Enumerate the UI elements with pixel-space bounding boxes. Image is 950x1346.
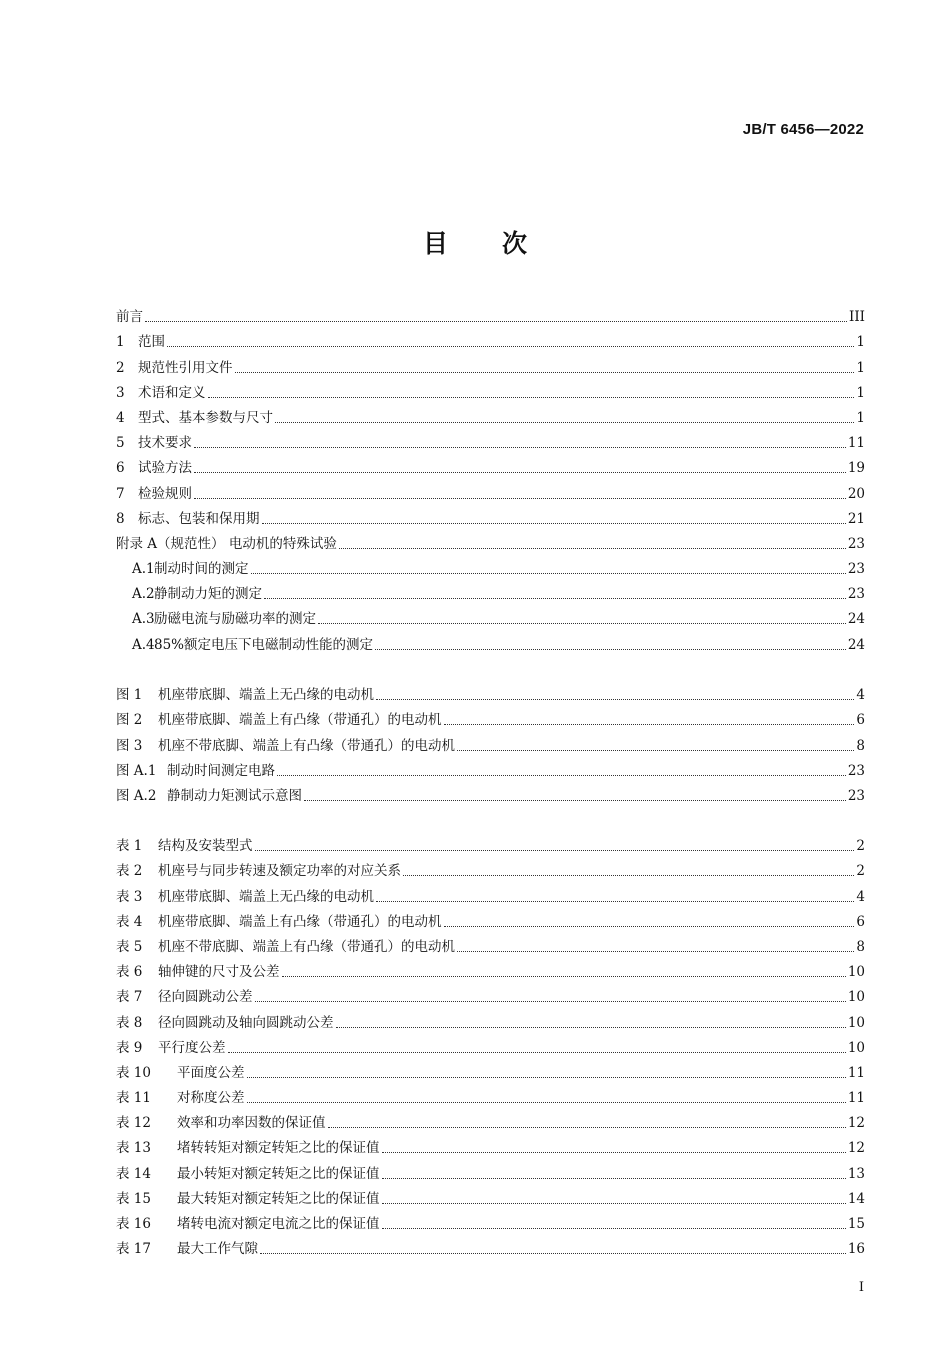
toc-entry-page: 11 [847, 435, 865, 452]
toc-entry-page: 24 [847, 611, 865, 628]
toc-entry-title [116, 536, 337, 553]
toc-entry-page: 4 [856, 687, 865, 704]
toc-entry-page: 1 [856, 384, 865, 401]
toc-entry[interactable] [116, 1208, 865, 1233]
toc-entry-number: 图 A.1 [116, 762, 157, 779]
toc-entry[interactable] [116, 906, 865, 931]
dot-leader [336, 1027, 846, 1028]
toc-entry-title [116, 435, 192, 452]
toc-entry[interactable] [116, 301, 865, 326]
toc-entry-label: 机座带底脚、端盖上有凸缘（带通孔）的电动机 [158, 712, 442, 729]
toc-entry-label: 机座带底脚、端盖上无凸缘的电动机 [158, 687, 374, 704]
toc-entry-label: 励磁电流与励磁功率的测定 [154, 611, 316, 628]
toc-entry-page: 1 [856, 334, 865, 351]
toc-entry-page: 11 [847, 1064, 865, 1081]
toc-entry-number: A.3 [132, 611, 155, 628]
toc-entry[interactable] [116, 855, 865, 880]
toc-entry-title [116, 360, 233, 377]
toc-entry-label: 平面度公差 [177, 1064, 245, 1081]
dot-leader [403, 875, 854, 876]
toc-entry-title [116, 914, 442, 931]
toc-entry-label: 轴伸键的尺寸及公差 [158, 964, 280, 981]
toc-entry-number: 表 6 [116, 964, 143, 981]
toc-entry-number: 7 [116, 485, 125, 502]
toc-entry-number: A.2 [132, 586, 155, 603]
dot-leader [167, 346, 854, 347]
toc-entry[interactable] [116, 553, 865, 578]
toc-entry[interactable] [116, 1107, 865, 1132]
page-number: I [858, 1280, 864, 1295]
dot-leader [376, 699, 854, 700]
toc-entry-page: 6 [856, 712, 865, 729]
toc-entry-title [116, 385, 206, 402]
toc-entry-title [116, 763, 275, 780]
toc-entry-page: 21 [847, 510, 865, 527]
toc-entry[interactable] [116, 427, 865, 452]
toc-entry-title [116, 511, 260, 528]
toc-entry-number: 表 9 [116, 1039, 143, 1056]
toc-entry-number: A.1 [132, 561, 155, 578]
toc-entry[interactable] [116, 477, 865, 502]
dot-leader [255, 850, 855, 851]
toc-entry-number: 表 2 [116, 863, 143, 880]
toc-entry[interactable] [116, 956, 865, 981]
toc-entry-title [116, 1040, 226, 1057]
toc-entry-title [116, 889, 374, 906]
toc-entry-title [132, 611, 316, 628]
toc-entry-number: 表 4 [116, 913, 143, 930]
toc-entry-title [116, 309, 143, 326]
toc-tables-section [116, 830, 865, 1258]
toc-entry[interactable] [116, 578, 865, 603]
toc-entry-label: 机座带底脚、端盖上无凸缘的电动机 [158, 888, 374, 905]
toc-entry-page: 10 [847, 989, 865, 1006]
dot-leader [255, 1001, 846, 1002]
dot-leader [275, 422, 854, 423]
toc-entry-title [116, 712, 442, 729]
dot-leader [145, 321, 847, 322]
toc-entry[interactable] [116, 528, 865, 553]
toc-entry-title [116, 1166, 380, 1183]
toc-entry-page: 1 [856, 409, 865, 426]
toc-entry-number: 表 11 [116, 1090, 151, 1107]
toc-entry-page: 10 [847, 964, 865, 981]
document-code: JB/T 6456—2022 [742, 121, 864, 138]
toc-entry-number: A.4 [132, 636, 155, 653]
dot-leader [382, 1228, 846, 1229]
dot-leader [382, 1178, 846, 1179]
toc-entry-page: 23 [847, 586, 865, 603]
dot-leader [235, 372, 855, 373]
toc-entry[interactable] [116, 931, 865, 956]
toc-entry-title [116, 939, 455, 956]
dot-leader [247, 1077, 846, 1078]
toc-entry-page: 8 [856, 938, 865, 955]
toc-entry-number: 图 A.2 [116, 787, 157, 804]
toc-entry[interactable] [116, 729, 865, 754]
toc-entry-label: 试验方法 [138, 460, 192, 477]
toc-entry-label: 前言 [116, 309, 143, 326]
dot-leader [194, 447, 846, 448]
toc-entry-number: 5 [116, 435, 125, 452]
toc-entry-page: 8 [856, 737, 865, 754]
toc-entry-page: 10 [847, 1014, 865, 1031]
dot-leader [228, 1052, 846, 1053]
toc-entry[interactable] [116, 603, 865, 628]
toc-entry-title [116, 1090, 245, 1107]
dot-leader [382, 1203, 846, 1204]
toc-entry-label: 技术要求 [138, 435, 192, 452]
toc-entry-number: 表 7 [116, 989, 143, 1006]
dot-leader [382, 1152, 846, 1153]
toc-entry-page: III [849, 309, 865, 326]
toc-entry-number: 表 5 [116, 938, 143, 955]
toc-entry-label: 型式、基本参数与尺寸 [138, 409, 273, 426]
toc-entry-number: 4 [116, 409, 125, 426]
toc-entry-label: 制动时间的测定 [154, 561, 249, 578]
toc-entry-label: 平行度公差 [158, 1039, 226, 1056]
toc-entry-label: 检验规则 [138, 485, 192, 502]
toc-entry-number: 表 8 [116, 1014, 143, 1031]
toc-main-section [116, 301, 865, 654]
dot-leader [277, 775, 846, 776]
toc-entry-label: 机座不带底脚、端盖上有凸缘（带通孔）的电动机 [158, 938, 455, 955]
toc-entry-label: 范围 [138, 334, 165, 351]
toc-entry-number: 表 3 [116, 888, 143, 905]
toc-entry-title [116, 989, 253, 1006]
toc-entry[interactable] [116, 326, 865, 351]
toc-entry[interactable] [116, 981, 865, 1006]
toc-entry[interactable] [116, 780, 865, 805]
toc-entry-number: 8 [116, 510, 125, 527]
toc-entry-label: 标志、包装和保用期 [138, 510, 260, 527]
dot-leader [444, 724, 855, 725]
toc-entry[interactable] [116, 1006, 865, 1031]
toc-entry-number: 表 14 [116, 1165, 151, 1182]
toc-entry-page: 4 [856, 888, 865, 905]
toc-entry-title [132, 561, 249, 578]
toc-entry-number: 表 15 [116, 1190, 151, 1207]
dot-leader [264, 598, 846, 599]
dot-leader [251, 573, 846, 574]
toc-entry-page: 12 [847, 1140, 865, 1157]
toc-entry-page: 10 [847, 1039, 865, 1056]
toc-entry-title [116, 1140, 380, 1157]
toc-entry[interactable] [116, 1183, 865, 1208]
toc-entry-label: 最大转矩对额定转矩之比的保证值 [177, 1190, 380, 1207]
toc-entry-title [116, 1216, 380, 1233]
toc-entry-page: 14 [847, 1190, 865, 1207]
toc-entry-label: 效率和功率因数的保证值 [177, 1115, 326, 1132]
dot-leader [260, 1253, 846, 1254]
toc-entry[interactable] [116, 1157, 865, 1182]
toc-entry[interactable] [116, 755, 865, 780]
toc-entry-title [116, 863, 401, 880]
toc-entry-number: 表 12 [116, 1115, 151, 1132]
toc-entry[interactable] [116, 880, 865, 905]
page-title [0, 224, 950, 260]
toc-entry-title [116, 1191, 380, 1208]
dot-leader [376, 901, 854, 902]
dot-leader [375, 649, 846, 650]
toc-entry-label: 机座号与同步转速及额定功率的对应关系 [158, 863, 401, 880]
toc-entry-page: 19 [847, 460, 865, 477]
toc-entry-title [116, 1241, 258, 1258]
toc-figures-section [116, 679, 865, 805]
toc-entry-number: 1 [116, 334, 125, 351]
dot-leader [328, 1127, 846, 1128]
toc-entry-label: 最小转矩对额定转矩之比的保证值 [177, 1165, 380, 1182]
toc-entry-label: 堵转转矩对额定转矩之比的保证值 [177, 1140, 380, 1157]
toc-entry-title [116, 1065, 245, 1082]
toc-entry-label: 径向圆跳动及轴向圆跳动公差 [158, 1014, 334, 1031]
toc-entry-page: 6 [856, 913, 865, 930]
toc-entry-title [116, 460, 192, 477]
toc-entry[interactable] [116, 402, 865, 427]
toc-entry-number: 表 13 [116, 1140, 151, 1157]
dot-leader [339, 548, 846, 549]
toc-entry-label: 堵转电流对额定电流之比的保证值 [177, 1216, 380, 1232]
toc-entry-number: 表 1 [116, 838, 143, 855]
toc-entry[interactable] [116, 351, 865, 376]
toc-entry-label: 结构及安装型式 [158, 838, 253, 855]
toc-entry-page: 23 [847, 561, 865, 578]
toc-entry-page: 23 [847, 535, 865, 552]
dot-leader [208, 397, 855, 398]
toc-entry-number: 表 17 [116, 1241, 151, 1258]
toc-entry-page: 20 [847, 485, 865, 502]
toc-entry[interactable] [116, 1233, 865, 1258]
toc-entry-title [116, 486, 192, 503]
toc-entry-title [116, 1115, 326, 1132]
toc-entry-page: 24 [847, 636, 865, 653]
toc-entry-number: 表 16 [116, 1216, 151, 1232]
dot-leader [457, 750, 854, 751]
toc-entry-title [132, 586, 262, 603]
toc-entry-label: 制动时间测定电路 [167, 762, 275, 779]
toc-entry[interactable] [116, 1032, 865, 1057]
title-char-1: 目 [422, 229, 448, 258]
toc-entry[interactable] [116, 1057, 865, 1082]
toc-entry[interactable] [116, 1082, 865, 1107]
toc-entry-title [116, 788, 302, 805]
toc-entry-title [116, 334, 165, 351]
dot-leader [262, 523, 846, 524]
toc-entry-label: 附录 A（规范性） 电动机的特殊试验 [116, 535, 337, 552]
toc-entry-label: 85%额定电压下电磁制动性能的测定 [154, 636, 374, 653]
toc-entry-number: 图 1 [116, 687, 143, 704]
toc-entry[interactable] [116, 452, 865, 477]
toc-entry-number: 2 [116, 359, 125, 376]
dot-leader [318, 623, 846, 624]
dot-leader [304, 800, 846, 801]
toc-entry[interactable] [116, 830, 865, 855]
toc-entry-title [116, 687, 374, 704]
toc-entry[interactable] [116, 679, 865, 704]
toc-entry[interactable] [116, 503, 865, 528]
dot-leader [444, 926, 855, 927]
toc-entry-page: 16 [847, 1241, 865, 1258]
toc-entry-page: 23 [847, 787, 865, 804]
toc-entry-number: 图 2 [116, 712, 143, 729]
toc-entry[interactable] [116, 704, 865, 729]
toc-entry-label: 机座带底脚、端盖上有凸缘（带通孔）的电动机 [158, 913, 442, 930]
toc-entry[interactable] [116, 377, 865, 402]
toc-entry-page: 1 [856, 359, 865, 376]
toc-entry-page: 2 [856, 863, 865, 880]
toc-entry-title [116, 964, 280, 981]
toc-entry-number: 表 10 [116, 1064, 151, 1081]
toc-entry-page: 11 [847, 1090, 865, 1107]
toc-entry-number: 图 3 [116, 737, 143, 754]
toc-entry[interactable] [116, 1132, 865, 1157]
toc-entry-label: 对称度公差 [177, 1090, 245, 1107]
dot-leader [457, 951, 854, 952]
dot-leader [194, 498, 846, 499]
toc-entry-title [116, 410, 273, 427]
toc-entry[interactable] [116, 628, 865, 653]
toc-entry-page: 13 [847, 1165, 865, 1182]
toc-entry-label: 规范性引用文件 [138, 359, 233, 376]
toc-entry-label: 机座不带底脚、端盖上有凸缘（带通孔）的电动机 [158, 737, 455, 754]
toc-entry-title [116, 838, 253, 855]
toc-entry-title [132, 637, 373, 654]
toc-entry-label: 术语和定义 [138, 384, 206, 401]
title-char-2: 次 [502, 229, 528, 258]
toc-entry-label: 最大工作气隙 [177, 1241, 258, 1258]
dot-leader [194, 472, 846, 473]
toc-entry-page: 12 [847, 1115, 865, 1132]
dot-leader [282, 976, 846, 977]
toc-entry-label: 静制动力矩测试示意图 [167, 787, 302, 804]
toc-entry-number: 6 [116, 460, 125, 477]
toc-entry-label: 径向圆跳动公差 [158, 989, 253, 1006]
dot-leader [247, 1102, 846, 1103]
toc-entry-title [116, 738, 455, 755]
toc-entry-number: 3 [116, 384, 125, 401]
toc-entry-title [116, 1015, 334, 1032]
toc-entry-page: 2 [856, 838, 865, 855]
toc-entry-page: 23 [847, 762, 865, 779]
toc-entry-label: 静制动力矩的测定 [154, 586, 262, 603]
toc-entry-page: 15 [847, 1216, 865, 1232]
